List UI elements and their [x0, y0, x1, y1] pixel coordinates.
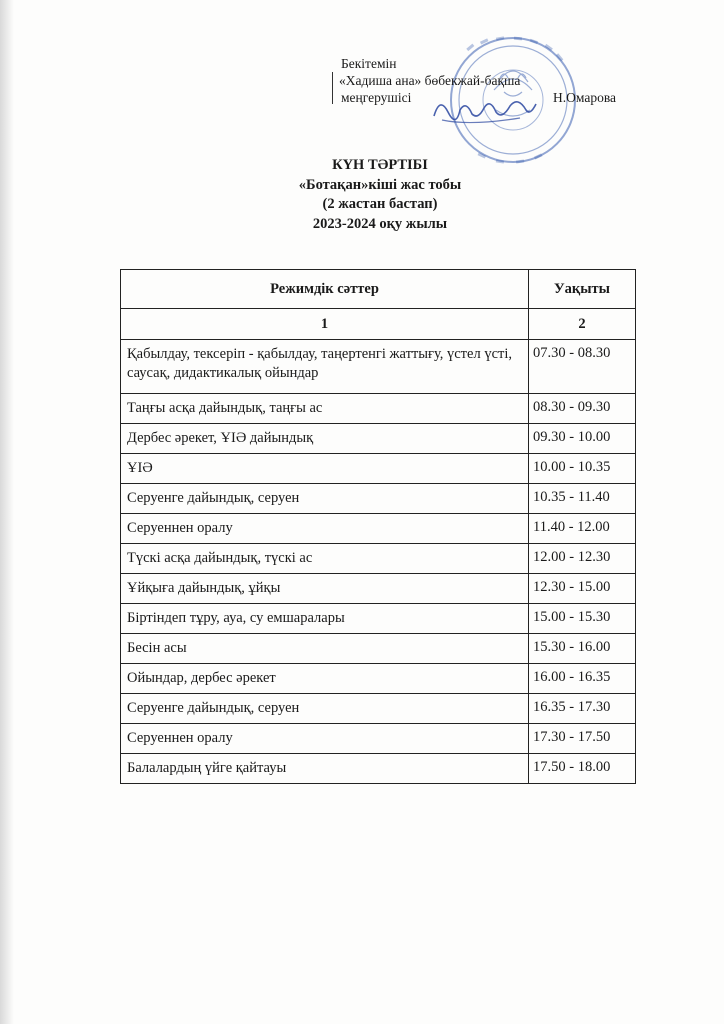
time-cell: 09.30 - 10.00 — [529, 424, 636, 454]
activity-cell: Ұйқыға дайындық, ұйқы — [121, 574, 529, 604]
table-row — [121, 574, 636, 604]
signature-icon — [430, 90, 540, 130]
time-cell: 17.50 - 18.00 — [529, 754, 636, 784]
table-row — [121, 604, 636, 634]
approval-line-institution: «Хадиша ана» бөбекжай-бақша — [339, 73, 521, 88]
column-number-2: 2 — [529, 309, 636, 340]
page-edge-shadow — [0, 0, 14, 1024]
header-time: Уақыты — [529, 270, 636, 309]
table-row — [121, 340, 636, 394]
schedule-table — [120, 269, 636, 784]
activity-cell: Балалардың үйге қайтауы — [121, 754, 529, 784]
table-row — [121, 454, 636, 484]
table-row — [121, 724, 636, 754]
table-row — [121, 634, 636, 664]
table-header-row — [121, 270, 636, 309]
activity-cell: Серуенге дайындық, серуен — [121, 694, 529, 724]
approval-line-position: меңгерушісі — [341, 90, 412, 105]
approval-line-approve: Бекітемін — [341, 56, 397, 71]
header-activities: Режимдік сәттер — [121, 270, 529, 309]
time-cell: 16.00 - 16.35 — [529, 664, 636, 694]
activity-cell: Серуеннен оралу — [121, 514, 529, 544]
activity-cell: Біртіндеп тұру, ауа, су емшаралары — [121, 604, 529, 634]
time-cell: 08.30 - 09.30 — [529, 394, 636, 424]
time-cell: 12.30 - 15.00 — [529, 574, 636, 604]
time-cell: 12.00 - 12.30 — [529, 544, 636, 574]
activity-cell: Таңғы асқа дайындық, таңғы ас — [121, 394, 529, 424]
time-cell: 15.30 - 16.00 — [529, 634, 636, 664]
time-cell: 10.35 - 11.40 — [529, 484, 636, 514]
table-row — [121, 394, 636, 424]
activity-cell: ҰІӘ — [121, 454, 529, 484]
document-title — [0, 156, 724, 234]
table-row — [121, 514, 636, 544]
time-cell: 10.00 - 10.35 — [529, 454, 636, 484]
time-cell: 16.35 - 17.30 — [529, 694, 636, 724]
table-row — [121, 694, 636, 724]
column-number-row — [121, 309, 636, 340]
activity-cell: Түскі асқа дайындық, түскі ас — [121, 544, 529, 574]
activity-cell: Қабылдау, тексеріп - қабылдау, таңертенгі жаттығу, үстел үсті, саусақ, дидактикалық ойындар — [121, 340, 529, 394]
time-cell: 15.00 - 15.30 — [529, 604, 636, 634]
activity-cell: Серуеннен оралу — [121, 724, 529, 754]
column-number-1: 1 — [121, 309, 529, 340]
title-group: «Ботақан»кіші жас тобы — [298, 176, 462, 193]
table-row — [121, 424, 636, 454]
approver-name: Н.Омарова — [553, 90, 617, 105]
activity-cell: Дербес әрекет, ҰІӘ дайындық — [121, 424, 529, 454]
time-cell: 11.40 - 12.00 — [529, 514, 636, 544]
title-age: (2 жастан бастап) — [322, 196, 438, 212]
title-heading: КҮН ТӘРТІБІ — [332, 157, 428, 173]
activity-cell: Бесін асы — [121, 634, 529, 664]
table-row — [121, 664, 636, 694]
table-row — [121, 484, 636, 514]
activity-cell: Серуенге дайындық, серуен — [121, 484, 529, 514]
time-cell: 07.30 - 08.30 — [529, 340, 636, 394]
table-row — [121, 754, 636, 784]
activity-cell: Ойындар, дербес әрекет — [121, 664, 529, 694]
table-row — [121, 544, 636, 574]
title-year: 2023-2024 оқу жылы — [312, 215, 448, 232]
time-cell: 17.30 - 17.50 — [529, 724, 636, 754]
